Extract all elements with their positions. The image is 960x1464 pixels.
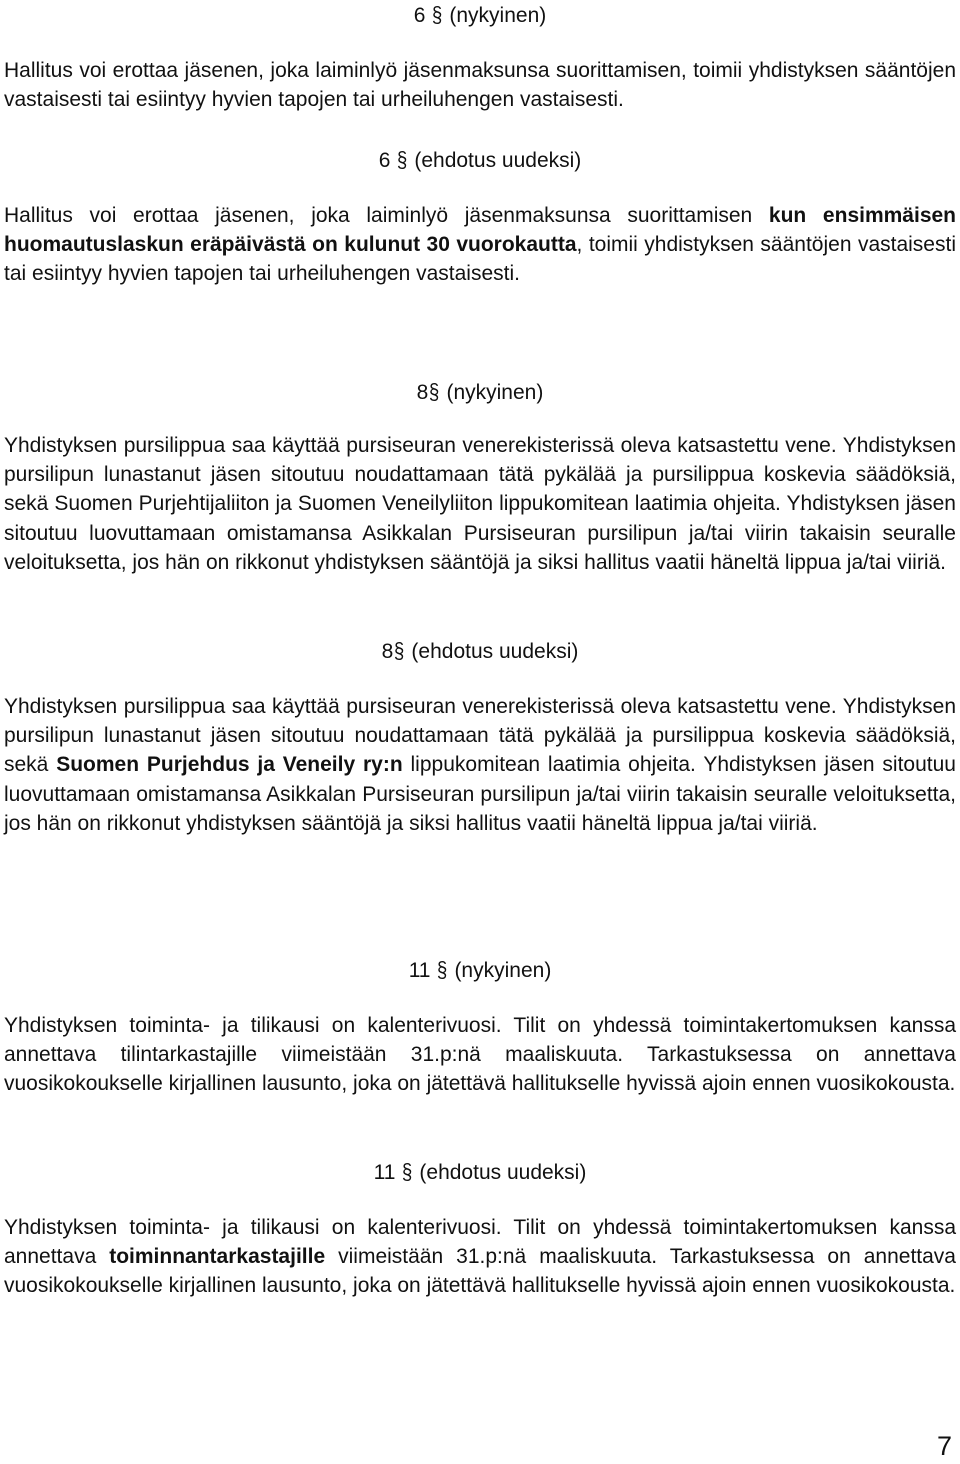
body-text: Hallitus voi erottaa jäsenen, joka laiminlyö jäsenmaksunsa suorittamisen, toimii yhdistyksen sääntöjen vastaisesti tai esiintyy hyvien tapojen tai urheiluhengen vastaisesti. <box>4 59 956 112</box>
section-body <box>4 431 956 577</box>
body-text: Yhdistyksen toiminta- ja tilikausi on kalenterivuosi. Tilit on yhdessä toimintakertomuksen kanssa annettava <box>4 1216 956 1269</box>
section-label: (ehdotus uudeksi) <box>411 640 579 663</box>
section-number: 6 <box>413 4 426 27</box>
section-number: 8 <box>416 381 429 404</box>
body-text: Yhdistyksen pursilippua saa käyttää pursiseuran venerekisterissä oleva katsastettu vene. Yhdistyksen pursilipun lunastanut jäsen sitoutuu noudattamaan tätä pykälää ja pursilippua koskevia säädöksiä, sekä Suomen Purjehtijaliiton ja Suomen Veneilyliiton lippukomitean laatimia ohjeita. Yhdistyksen jäsen sitoutuu luovuttamaan omistamansa Asikkalan Pursiseuran pursilipun ja/tai viirin takaisin seuralle veloituksetta, jos hän on rikkonut yhdistyksen sääntöjä ja siksi hallitus vaatii häneltä lippua ja/tai viiriä. <box>4 434 956 574</box>
section-label: (nykyinen) <box>454 959 552 982</box>
body-text: lippukomitean laatimia ohjeita. Yhdistyksen jäsen sitoutuu luovuttamaan omistamansa Asikkalan Pursiseuran pursilipun ja/tai viirin takaisin seuralle veloituksetta, jos hän on rikkonut yhdistyksen sääntöjä ja siksi hallitus vaatii häneltä lippua ja/tai viiriä. <box>4 753 956 835</box>
section-number: 8 <box>381 640 394 663</box>
body-text: , toimii yhdistyksen sääntöjen vastaisesti tai esiintyy hyvien tapojen tai urheiluhengen vastaisesti. <box>4 233 956 286</box>
section-heading <box>0 1 960 30</box>
section-label: (nykyinen) <box>449 4 547 27</box>
body-text: Hallitus voi erottaa jäsenen, joka laiminlyö jäsenmaksunsa suorittamisen <box>4 204 769 227</box>
section-body <box>4 201 956 289</box>
section-label: (ehdotus uudeksi) <box>419 1161 587 1184</box>
section-heading <box>0 378 960 407</box>
body-text: Yhdistyksen pursilippua saa käyttää pursiseuran venerekisterissä oleva katsastettu vene. Yhdistyksen pursilipun lunastanut jäsen sitoutuu noudattamaan tätä pykälää ja pursilippua koskevia säädöksiä, sekä <box>4 695 956 777</box>
section-symbol: § <box>394 638 405 663</box>
emphasized-text: Suomen Purjehdus ja Veneily ry:n <box>56 753 403 777</box>
section-symbol: § <box>437 957 448 982</box>
section-symbol: § <box>432 2 443 27</box>
section-number: 11 <box>373 1161 396 1184</box>
body-text: viimeistään 31.p:nä maaliskuuta. Tarkastuksessa on annettava vuosikokoukselle kirjallinen lausunto, joka on jätettävä hallitukselle hyvissä ajoin ennen vuosikokousta. <box>4 1245 956 1298</box>
page-number: 7 <box>936 1431 952 1461</box>
body-text: Yhdistyksen toiminta- ja tilikausi on kalenterivuosi. Tilit on yhdessä toimintakertomuksen kanssa annettava tilintarkastajille viimeistään 31.p:nä maaliskuuta. Tarkastuksessa on annettava vuosikokoukselle kirjallinen lausunto, joka on jätettävä hallitukselle hyvissä ajoin ennen vuosikokousta. <box>4 1014 956 1096</box>
section-label: (ehdotus uudeksi) <box>414 149 582 172</box>
section-number: 11 <box>408 959 431 982</box>
section-body <box>4 56 956 114</box>
section-number: 6 <box>378 149 391 172</box>
section-body <box>4 1213 956 1301</box>
section-symbol: § <box>429 379 440 404</box>
section-heading <box>0 1158 960 1187</box>
section-label: (nykyinen) <box>446 381 544 404</box>
section-heading <box>0 956 960 985</box>
section-symbol: § <box>397 147 408 172</box>
section-heading <box>0 637 960 666</box>
section-body <box>4 692 956 838</box>
section-body <box>4 1011 956 1099</box>
section-symbol: § <box>402 1159 413 1184</box>
emphasized-text: kun ensimmäisen huomautuslaskun eräpäivästä on kulunut 30 vuorokautta <box>4 204 956 257</box>
emphasized-text: toiminnantarkastajille <box>109 1245 326 1269</box>
section-heading <box>0 146 960 175</box>
